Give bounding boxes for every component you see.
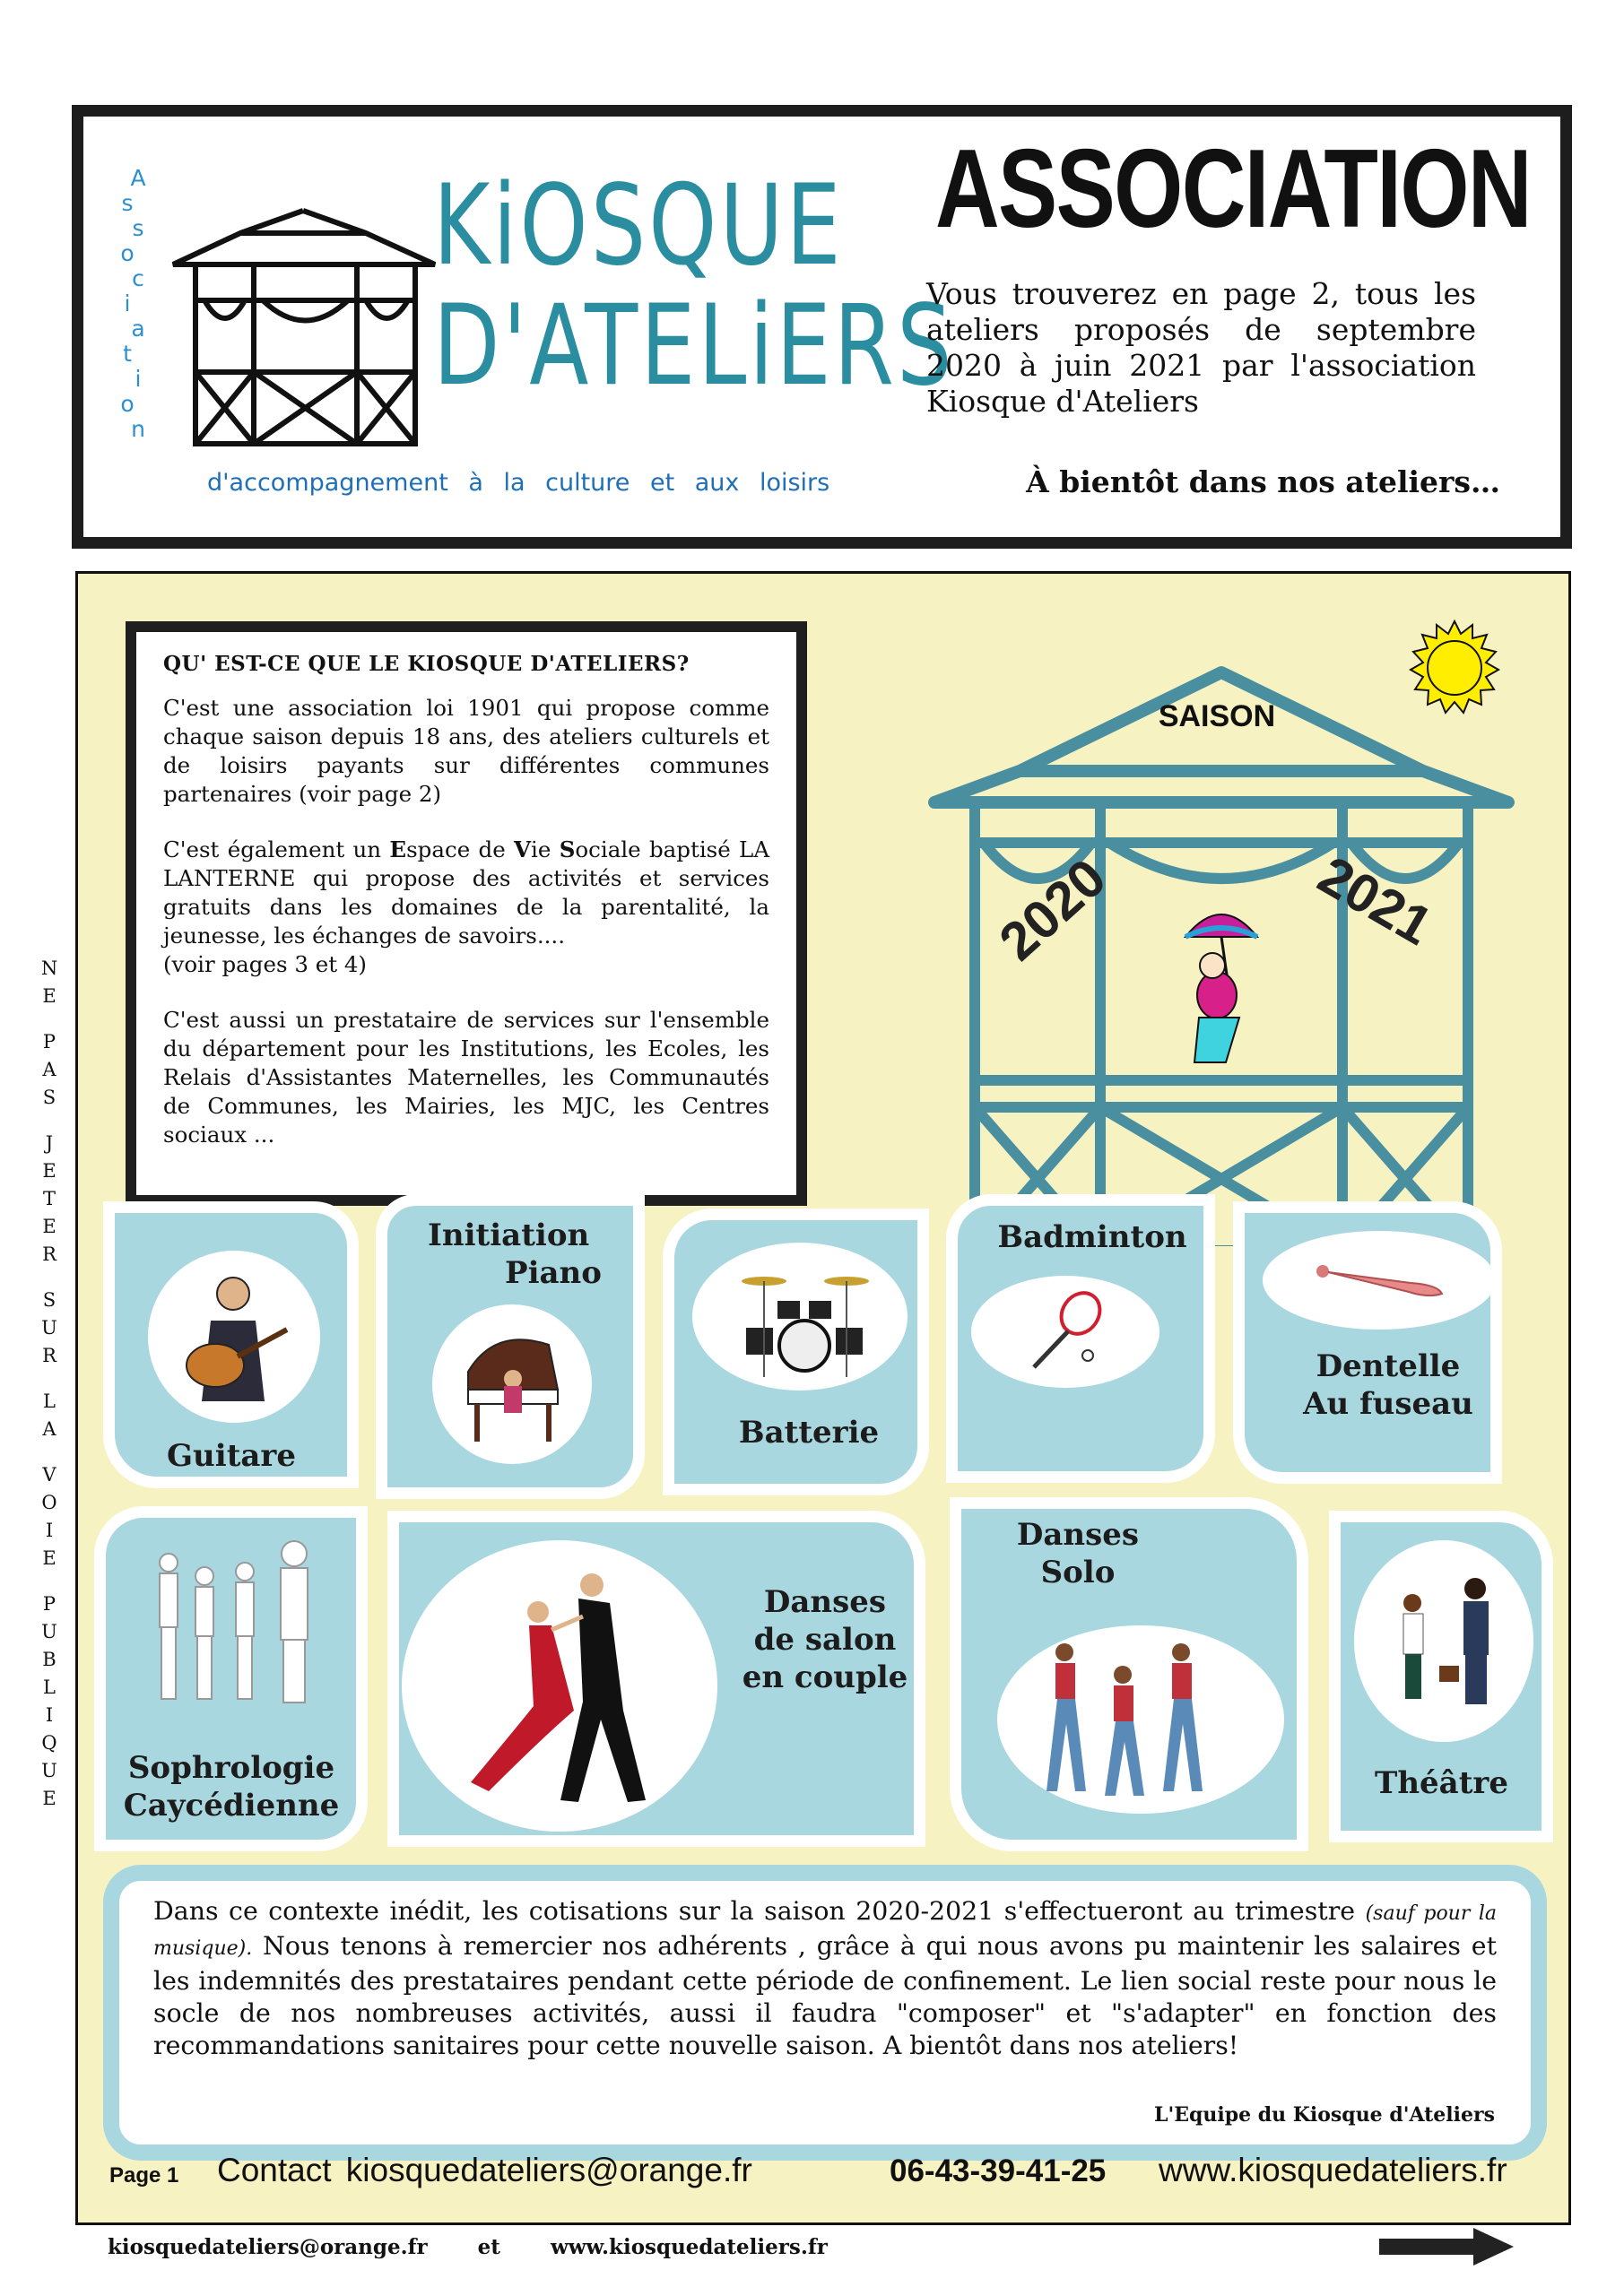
notice-text: Dans ce contexte inédit, les cotisations sur la saison 2020-2021 s'effectueront au trimestre (sauf pour la musique). Nous tenons à remercier nos adhérents , grâce à qui nous avons pu maintenir les salaires et les indemnités des prestataires pendant cette période de confinement. Le lien social reste pour nous le socle de nos nombreuses activités, aussi il faudra "composer" et "s'adapter" en fonction des recommandations sanitaires pour cette nouvelle saison. A bientôt dans nos ateliers!: [153, 1896, 1497, 2060]
lace-bobbin-icon: [1312, 1258, 1446, 1303]
side-letter: L: [43, 1391, 56, 1412]
tile-dentelle: [1233, 1201, 1502, 1484]
tile-danses-solo: [950, 1497, 1308, 1851]
side-letter: P: [42, 1593, 56, 1615]
side-letter-gap: [36, 1269, 63, 1287]
header-intro: Vous trouverez en page 2, tous les ateliers proposés de septembre 2020 à juin 2021 par l'association Kiosque d'Ateliers: [926, 276, 1476, 419]
label-piano-line1: Initiation: [428, 1217, 590, 1253]
label-piano-line2: Piano: [505, 1255, 602, 1291]
side-letter-gap: [36, 1112, 63, 1130]
side-letter: L: [43, 1677, 56, 1698]
side-letter-gap: [36, 1573, 63, 1590]
label-badminton: Badminton: [997, 1219, 1187, 1255]
dancing-couple-icon: [453, 1558, 668, 1818]
side-letter: B: [42, 1649, 56, 1670]
saison-label: SAISON: [1158, 699, 1276, 733]
page-title: ASSOCIATION: [935, 127, 1531, 251]
solo-dancers-icon: [1038, 1634, 1244, 1805]
notice-box: [103, 1865, 1547, 2161]
side-letter: A: [42, 1418, 56, 1440]
tile-sophrologie: [94, 1506, 368, 1851]
guitarist-icon: [175, 1267, 291, 1410]
year-end: 2021: [1308, 845, 1443, 957]
side-letter: U: [41, 1760, 57, 1781]
main-panel: [75, 571, 1571, 2225]
info-box: [126, 621, 807, 1206]
side-letter: A: [42, 1059, 56, 1080]
side-letter-gap: [36, 1443, 63, 1461]
kiosque-dateliers-logo: [433, 161, 955, 411]
umbrella-character-icon: [1185, 914, 1257, 1062]
side-letter: S: [42, 1087, 56, 1108]
label-couple-line3: en couple: [742, 1659, 908, 1695]
side-letter: V: [42, 1464, 56, 1486]
label-theatre: Théâtre: [1375, 1765, 1508, 1801]
side-letter: E: [42, 1788, 56, 1809]
side-letter-gap: [36, 1010, 63, 1028]
side-letter: E: [42, 1160, 56, 1182]
side-letter: T: [42, 1188, 56, 1209]
drum-kit-icon: [728, 1265, 881, 1382]
tile-piano: [376, 1194, 645, 1499]
logo-line-1: KiOSQUE: [433, 161, 844, 290]
label-solo-line2: Solo: [1040, 1555, 1116, 1590]
label-couple-line2: de salon: [753, 1622, 897, 1658]
info-paragraph-2: C'est également un Espace de Vie Sociale baptisé LA LANTERNE qui propose des activités et services gratuits dans les domaines de la parentalité, la jeunesse, les échanges de savoirs.... (voir pages 3 et 4): [163, 836, 770, 977]
side-letter: I: [45, 1520, 54, 1541]
label-sophro-line2: Caycédienne: [123, 1788, 340, 1824]
tile-guitare: [103, 1201, 359, 1488]
side-letter: I: [45, 1704, 54, 1726]
footer: [108, 2235, 871, 2259]
side-letter: U: [41, 1317, 57, 1339]
side-letter: O: [41, 1492, 57, 1513]
side-letter: E: [42, 1216, 56, 1237]
side-letter: R: [42, 1345, 56, 1366]
label-dentelle-line2: Au fuseau: [1303, 1386, 1473, 1422]
contact-phone[interactable]: 06-43-39-41-25: [890, 2153, 1107, 2188]
label-couple-line1: Danses: [763, 1584, 887, 1620]
tagline: d'accompagnement à la culture et aux loisirs: [207, 469, 830, 497]
header-box: [72, 105, 1572, 549]
label-guitare: Guitare: [167, 1438, 296, 1474]
side-letter: J: [45, 1132, 54, 1154]
kiosk-logo-icon: [155, 179, 451, 466]
label-sophro-line1: Sophrologie: [127, 1750, 335, 1786]
side-letter: P: [42, 1031, 56, 1053]
side-vertical-notice: [36, 955, 63, 1813]
side-letter: R: [42, 1243, 56, 1265]
vertical-association-word: A s s o c i a t i o n: [120, 165, 146, 442]
tile-theatre: [1329, 1511, 1553, 1842]
piano-icon: [459, 1327, 567, 1443]
tile-danses-couple: [387, 1511, 925, 1847]
side-letter-gap: [36, 1370, 63, 1388]
theatre-actors-icon: [1390, 1576, 1507, 1711]
sun-icon: [1411, 621, 1498, 713]
label-dentelle-line1: Dentelle: [1316, 1348, 1461, 1384]
tile-badminton: [946, 1194, 1215, 1483]
page-number: Page 1: [109, 2163, 179, 2188]
contact-website[interactable]: www.kiosquedateliers.fr: [1159, 2152, 1507, 2188]
contact-email[interactable]: Contact kiosquedateliers@orange.fr: [217, 2152, 752, 2188]
tile-batterie: [663, 1209, 929, 1495]
label-solo-line1: Danses: [1016, 1517, 1140, 1553]
footer-website[interactable]: www.kiosquedateliers.fr: [550, 2235, 828, 2259]
header-closing: À bientôt dans nos ateliers…: [1026, 464, 1500, 499]
info-heading: QU' EST-CE QUE LE KIOSQUE D'ATELIERS?: [163, 652, 690, 676]
year-start: 2020: [987, 846, 1117, 973]
notice-signature: L'Equipe du Kiosque d'Ateliers: [1153, 2103, 1495, 2127]
sophrology-group-icon: [151, 1536, 339, 1715]
side-letter: S: [42, 1289, 56, 1311]
badminton-racket-icon: [1025, 1291, 1106, 1372]
next-page-arrow-icon[interactable]: [1379, 2228, 1514, 2266]
logo-line-2: D'ATELiERS: [433, 282, 955, 411]
info-paragraph-1: C'est une association loi 1901 qui propose comme chaque saison depuis 18 ans, des ateliers culturels et de loisirs payants sur différentes communes partenaires (voir page 2): [163, 695, 769, 807]
footer-and: et: [477, 2235, 500, 2259]
side-letter: Q: [41, 1732, 57, 1754]
footer-email[interactable]: kiosquedateliers@orange.fr: [108, 2235, 428, 2259]
side-letter: E: [42, 985, 56, 1007]
side-letter: N: [40, 957, 58, 979]
side-letter: U: [41, 1621, 57, 1642]
side-letter: E: [42, 1547, 56, 1569]
info-paragraph-3: C'est aussi un prestataire de services sur l'ensemble du département pour les Institutions, les Ecoles, les Relais d'Assistantes Maternelles, les Communautés de Communes, les Mairies, les MJC, les Centres sociaux ...: [163, 1007, 769, 1148]
label-batterie: Batterie: [738, 1415, 880, 1451]
